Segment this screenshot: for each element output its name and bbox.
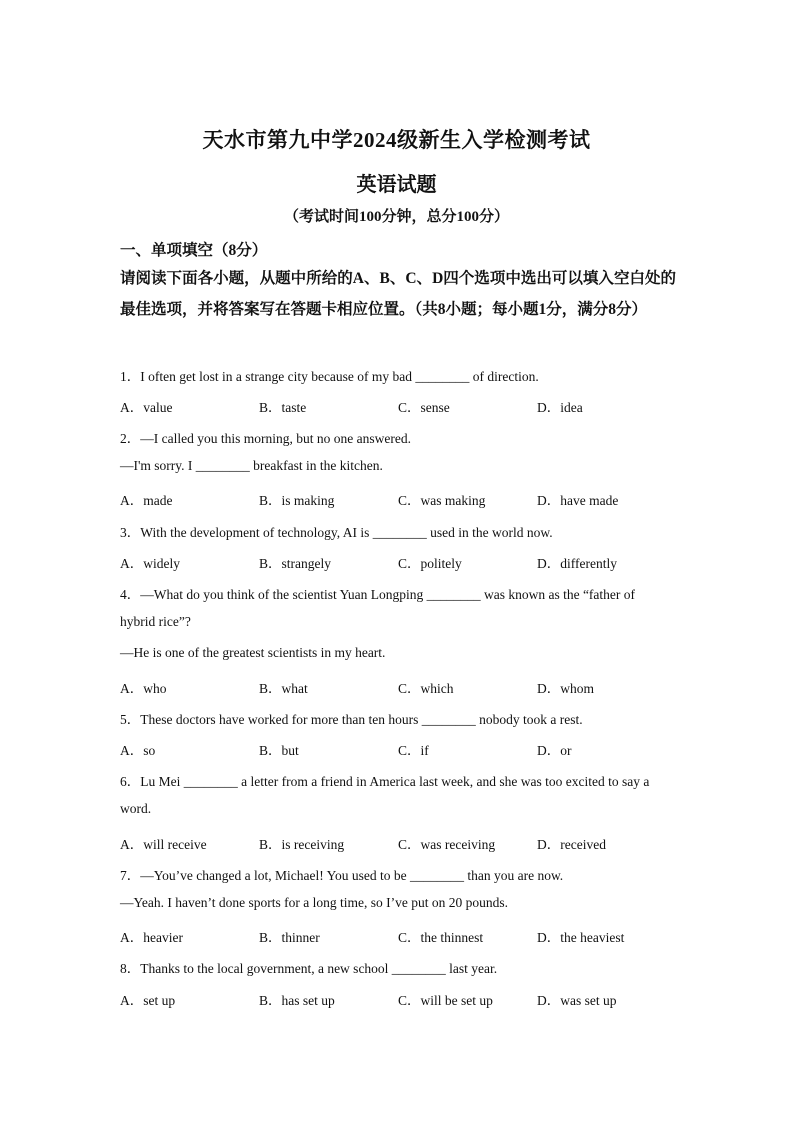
- question-8-option-d: D．was set up: [537, 993, 617, 1008]
- question-8-option-a: A．set up: [120, 993, 176, 1008]
- question-2-option-b: B．is making: [259, 493, 335, 508]
- question-6-option-b: B．is receiving: [259, 837, 345, 852]
- question-5-option-c: C．if: [398, 743, 429, 758]
- question-7-stem: 7．—You’ve changed a lot, Michael! You used to be ________ than you are now.: [120, 868, 564, 883]
- question-2-stem-line-2: —I'm sorry. I ________ breakfast in the kitchen.: [120, 458, 383, 473]
- question-3-option-d: D．differently: [537, 556, 617, 571]
- question-7-option-d: D．the heaviest: [537, 930, 625, 945]
- exam-subject: 英语试题: [356, 174, 437, 196]
- question-4-stem-line-3: —He is one of the greatest scientists in my heart.: [120, 645, 386, 660]
- question-4-stem: 4．—What do you think of the scientist Yuan Longping ________ was known as the “father of: [120, 587, 636, 602]
- question-5-option-b: B．but: [259, 743, 299, 758]
- question-4-option-a: A．who: [120, 681, 167, 696]
- question-1-option-a: A．value: [120, 400, 173, 415]
- question-3-stem: 3．With the development of technology, AI is ________ used in the world now.: [120, 525, 553, 540]
- question-2-option-d: D．have made: [537, 493, 619, 508]
- question-6-stem-line-2: word.: [120, 801, 152, 816]
- question-1-stem: 1．I often get lost in a strange city because of my bad ________ of direction.: [120, 369, 539, 384]
- section-instructions: 请阅读下面各小题，从题中所给的A、B、C、D四个选项中选出可以填入空白处的最佳选项，并将答案写在答题卡相应位置。（共8小题；每小题1分，满分8分）: [120, 270, 676, 318]
- question-2-stem: 2．—I called you this morning, but no one answered.: [120, 431, 411, 446]
- question-5-option-a: A．so: [120, 743, 156, 758]
- question-7-stem-line-2: —Yeah. I haven’t done sports for a long time, so I’ve put on 20 pounds.: [120, 895, 508, 910]
- question-6-stem: 6．Lu Mei ________ a letter from a friend in America last week, and she was too excited to say a: [120, 774, 650, 789]
- question-6-option-c: C．was receiving: [398, 837, 496, 852]
- question-5-stem: 5．These doctors have worked for more than ten hours ________ nobody took a rest.: [120, 712, 583, 727]
- question-4-option-c: C．which: [398, 681, 454, 696]
- question-7-option-c: C．the thinnest: [398, 930, 484, 945]
- question-5-option-d: D．or: [537, 743, 572, 758]
- question-3-option-b: B．strangely: [259, 556, 331, 571]
- question-1-option-c: C．sense: [398, 400, 450, 415]
- question-3-option-a: A．widely: [120, 556, 180, 571]
- question-2-option-a: A．made: [120, 493, 173, 508]
- question-8-option-c: C．will be set up: [398, 993, 493, 1008]
- question-4-option-b: B．what: [259, 681, 308, 696]
- question-4-option-d: D．whom: [537, 681, 594, 696]
- question-6-option-d: D．received: [537, 837, 606, 852]
- exam-info: （考试时间100分钟，总分100分）: [283, 209, 509, 225]
- question-3-option-c: C．politely: [398, 556, 462, 571]
- question-7-option-b: B．thinner: [259, 930, 320, 945]
- question-1-option-b: B．taste: [259, 400, 307, 415]
- question-7-option-a: A．heavier: [120, 930, 183, 945]
- question-8-stem: 8．Thanks to the local government, a new school ________ last year.: [120, 961, 498, 976]
- question-8-option-b: B．has set up: [259, 993, 335, 1008]
- question-2-option-c: C．was making: [398, 493, 486, 508]
- exam-title: 天水市第九中学2024级新生入学检测考试: [202, 128, 591, 152]
- question-1-option-d: D．idea: [537, 400, 583, 415]
- question-4-stem-line-2: hybrid rice”?: [120, 614, 191, 629]
- question-6-option-a: A．will receive: [120, 837, 207, 852]
- section-heading: 一、单项填空（8分）: [120, 242, 268, 259]
